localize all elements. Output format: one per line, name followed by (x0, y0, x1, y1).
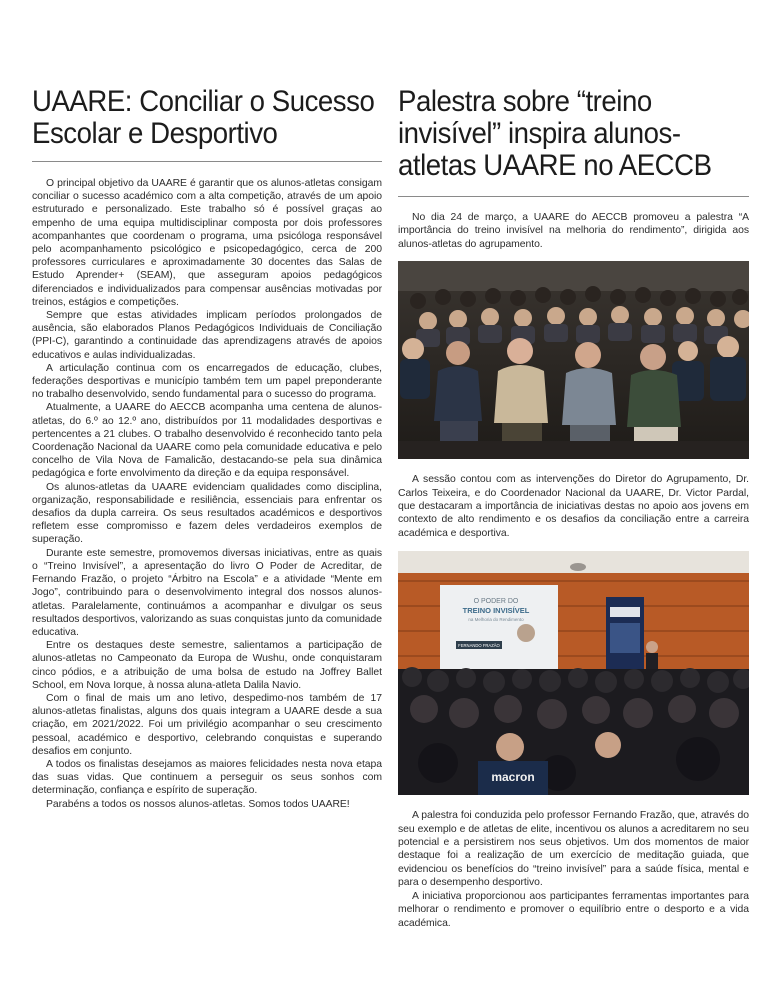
left-title-rule (32, 161, 382, 162)
shirt-text: macron (491, 770, 535, 785)
left-paragraph: Parabéns a todos os nossos alunos-atletas. Somos todos UAARE! (46, 798, 350, 810)
right-article-title: Palestra sobre “treino invisível” inspira alunos-atletas UAARE no AECCB (398, 85, 712, 182)
left-paragraph: Os alunos-atletas da UAARE evidenciam qualidades como disciplina, organização, responsabilidade e resiliência, essenciais para enfrentar os desafios da dupla carreira. Os seus resultados académicos e desportivos refletem esse compromisso e fazem deles verdadeiros exemplos de superação. (32, 481, 382, 546)
lecture-photo-illustration (398, 551, 749, 795)
right-paragraph: A palestra foi conduzida pelo professor Fernando Frazão, que, através do seu exemplo e de atletas de elite, incentivou os alunos a acreditarem no seu potencial e a persistirem nos seus objetivos. Um dos momentos de maior destaque foi a realização de um exercício de meditação guiada, que evidenciou os benefícios do “treino invisível” para a saúde física, mental e para o desempenho desportivo. (398, 810, 749, 889)
left-paragraph: A articulação continua com os encarregados de educação, clubes, federações desportivas e município também tem um papel preponderante no trabalho desenvolvido, sendo fundamental para o sucesso do programa. (32, 362, 382, 401)
left-paragraph: Sempre que estas atividades implicam períodos prolongados de ausência, são elaborados Planos Pedagógicos Individuais de Conciliação (PPI-C), garantindo a continuidade das aprendizagens através de apoios educativos e aulas individualizadas. (32, 310, 382, 361)
right-article (398, 86, 749, 930)
left-paragraph: Atualmente, a UAARE do AECCB acompanha uma centena de alunos-atletas, do 6.º ao 12.º ano, distribuídos por 11 modalidades desportivas e pertencentes a 21 clubes. O trabalho desenvolvido é reconhecido tanto pela Coordenação Nacional da UAARE como pela comunidade educativa e pelo concelho de Vila Nova de Famalicão, destacando-se pela sua dinâmica pedagógica e forte envolvimento da direção e da equipa responsável. (32, 402, 382, 480)
right-article-end (398, 809, 749, 930)
screen-name: FERNANDO FRAZÃO (458, 643, 500, 649)
left-article-body (32, 177, 382, 811)
screen-line-2: TREINO INVISÍVEL (462, 606, 530, 616)
right-title-rule (398, 196, 749, 197)
right-caption-1-block (398, 473, 749, 540)
audience-photo (398, 261, 749, 459)
screen-line-3: na Melhoria do Rendimento (468, 617, 524, 623)
left-article-title: UAARE: Conciliar o Sucesso Escolar e Desportivo (32, 85, 375, 150)
left-paragraph: Entre os destaques deste semestre, salientamos a participação de alunos-atletas no Campeonato da Europa de Wushu, onde conquistaram cinco pódios, e a atribuição de uma bolsa de estudo na Joffrey Ballet School, em Nova Iorque, à nossa aluna-atleta Dalila Navio. (32, 640, 382, 691)
right-article-intro-block (398, 211, 749, 251)
left-paragraph: Durante este semestre, promovemos diversas iniciativas, entre as quais o “Treino Invisível”, a apresentação do livro O Poder de Acreditar, de Fernando Frazão, o projeto “Árbitro na Escola” e a atividade “Mente em Jogo”, contribuindo para o desenvolvimento integral dos nossos alunos-atletas. Paralelamente, continuámos a acompanhar e divulgar os seus resultados desportivos, valorizando as suas conquistas junto da comunidade educativa. (32, 547, 382, 638)
screen-line-1: O PODER DO (473, 598, 519, 606)
left-paragraph: O principal objetivo da UAARE é garantir que os alunos-atletas consigam conciliar o sucesso académico com a alta competição, através de um apoio estruturado e personalizado. Este trabalho só é possível graças ao empenho de uma equipa multidisciplinar composta por dois professores acompanhantes que coordenam o programa, uma psicóloga responsável pelo acompanhamento psicológico e psicopedagógico, cerca de 200 professores curriculares e aproximadamente 30 docentes das Salas de Estudo Aprender+ (SEAM), que asseguram apoios pedagógicos diferenciados e individualizados para compensar ausências motivadas por treinos, estágios e competições. (32, 178, 382, 308)
left-paragraph: Com o final de mais um ano letivo, despedimo-nos também de 17 alunos-atletas finalistas, alguns dos quais integram a UAARE desde a sua criação, em 2021/2022. Foi um privilégio acompanhar o seu crescimento pessoal, académico e desportivo, celebrando conquistas e superando desafios em conjunto. (32, 692, 382, 757)
right-caption-1: A sessão contou com as intervenções do Diretor do Agrupamento, Dr. Carlos Teixeira, e do Coordenador Nacional da UAARE, Dr. Victor Pardal, que destacaram a importância de iniciativas destas no apoio aos jovens em contexto de alto rendimento e os desafios da conciliação entre a carreira académica e desportiva. (398, 474, 749, 539)
audience-photo-illustration (398, 261, 749, 459)
left-paragraph: A todos os finalistas desejamos as maiores felicidades nesta nova etapa das suas vidas. Que continuem a perseguir os seus sonhos com determinação, confiança e espírito de superação. (32, 758, 382, 797)
left-article (32, 86, 382, 811)
right-paragraph: A iniciativa proporcionou aos participantes ferramentas importantes para melhorar o rendimento e promover o equilíbrio entre o desporto e a vida académica. (398, 890, 749, 929)
right-intro-paragraph: No dia 24 de março, a UAARE do AECCB promoveu a palestra “A importância do treino invisível na melhoria do rendimento”, dirigida aos alunos-atletas do agrupamento. (398, 212, 749, 250)
lecture-photo (398, 551, 749, 795)
